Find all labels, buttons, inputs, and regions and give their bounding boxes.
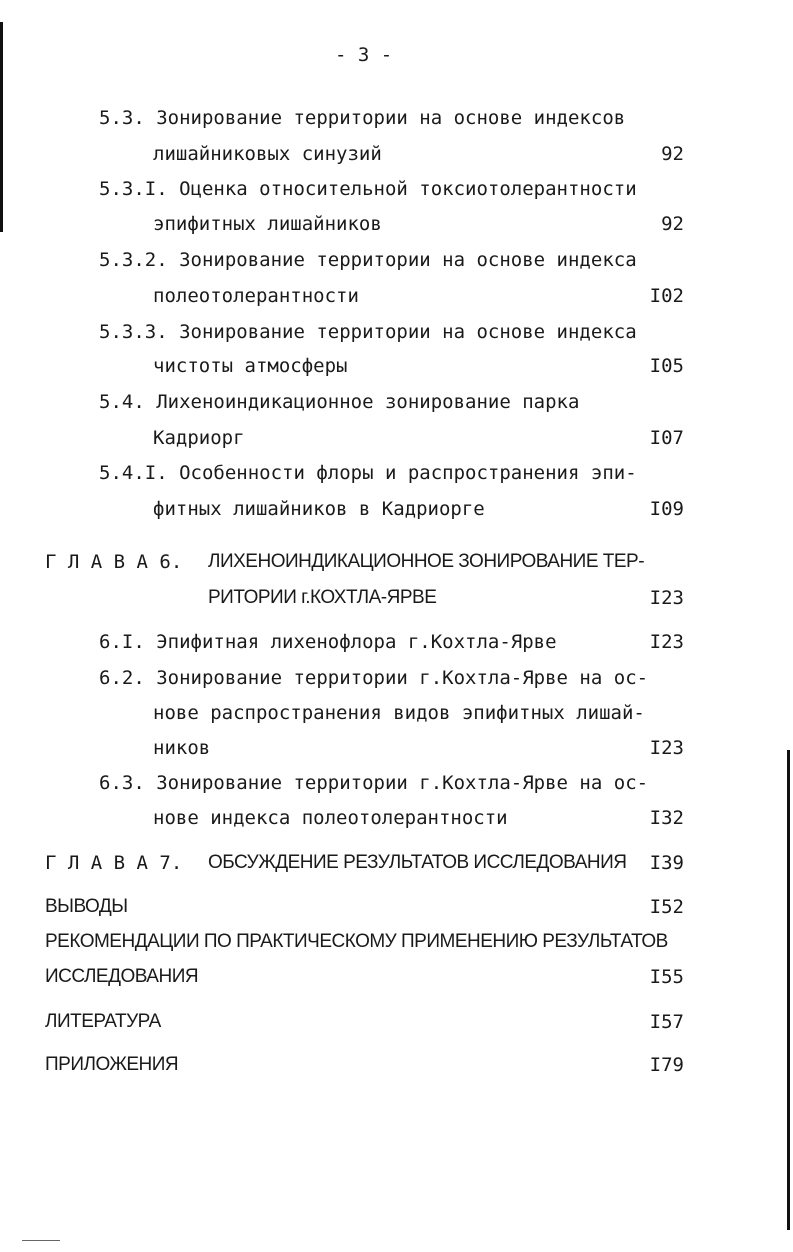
toc-entry-title: 5.4.I. Особенности флоры и распространения эпи- bbox=[99, 462, 637, 484]
toc-entry-page: I07 bbox=[649, 427, 684, 449]
toc-entry-page: I52 bbox=[649, 896, 684, 918]
chapter-label: Г Л А В А 7. bbox=[45, 852, 183, 874]
toc-entry-page: 92 bbox=[661, 143, 684, 165]
section-title-appendices: ПРИЛОЖЕНИЯ bbox=[45, 1054, 179, 1075]
toc-entry-title: 6.I. Эпифитная лихенофлора г.Кохтла-Ярве bbox=[99, 631, 557, 653]
toc-entry-page: I05 bbox=[649, 355, 684, 377]
right-scan-edge bbox=[787, 750, 790, 1230]
toc-entry-title: 5.3.3. Зонирование территории на основе индекса bbox=[99, 321, 637, 343]
toc-entry-page: I55 bbox=[649, 966, 684, 988]
toc-entry-title: лишайниковых синузий bbox=[153, 143, 382, 165]
toc-entry-title: полеотолерантности bbox=[153, 285, 359, 307]
toc-entry-page: I57 bbox=[649, 1011, 684, 1033]
toc-entry-page: I23 bbox=[649, 587, 684, 609]
toc-entry-title: 6.2. Зонирование территории г.Кохтла-Ярве на ос- bbox=[99, 667, 649, 689]
toc-entry-page: I79 bbox=[649, 1054, 684, 1076]
toc-entry-page: I02 bbox=[649, 285, 684, 307]
toc-entry-page: I23 bbox=[649, 631, 684, 653]
toc-entry-page: I23 bbox=[649, 737, 684, 759]
toc-entry-title: ников bbox=[153, 737, 211, 759]
toc-entry-page: 92 bbox=[661, 213, 684, 235]
section-title-recommendations: РЕКОМЕНДАЦИИ ПО ПРАКТИЧЕСКОМУ ПРИМЕНЕНИЮ РЕЗУЛЬТАТОВ bbox=[45, 931, 668, 952]
toc-entry-title: 5.3. Зонирование территории на основе индексов bbox=[99, 107, 626, 129]
chapter-title: ОБСУЖДЕНИЕ РЕЗУЛЬТАТОВ ИССЛЕДОВАНИЯ bbox=[208, 852, 627, 873]
toc-entry-page: I39 bbox=[649, 852, 684, 874]
toc-entry-title: нове распространения видов эпифитных лишай- bbox=[153, 702, 645, 724]
toc-entry-title: эпифитных лишайников bbox=[153, 213, 382, 235]
toc-entry-title: Кадриорг bbox=[153, 427, 245, 449]
section-title-recommendations: ИССЛЕДОВАНИЯ bbox=[45, 966, 199, 987]
toc-entry-page: I32 bbox=[649, 807, 684, 829]
chapter-title: РИТОРИИ г.КОХТЛА-ЯРВЕ bbox=[208, 587, 437, 608]
toc-entry-title: нове индекса полеотолерантности bbox=[153, 807, 508, 829]
bottom-scan-mark bbox=[22, 1240, 60, 1241]
toc-entry-title: 5.3.2. Зонирование территории на основе индекса bbox=[99, 249, 637, 271]
toc-entry-title: фитных лишайников в Кадриорге bbox=[153, 498, 485, 520]
toc-entry-title: чистоты атмосферы bbox=[153, 355, 348, 377]
left-scan-edge bbox=[0, 22, 3, 232]
chapter-label: Г Л А В А 6. bbox=[45, 551, 183, 573]
chapter-title: ЛИХЕНОИНДИКАЦИОННОЕ ЗОНИРОВАНИЕ ТЕР- bbox=[208, 551, 645, 572]
toc-entry-page: I09 bbox=[649, 498, 684, 520]
toc-entry-title: 6.3. Зонирование территории г.Кохтла-Ярве на ос- bbox=[99, 772, 649, 794]
toc-entry-title: 5.3.I. Оценка относительной токсиотолерантности bbox=[99, 178, 637, 200]
section-title-literature: ЛИТЕРАТУРА bbox=[45, 1011, 161, 1032]
toc-entry-title: 5.4. Лихеноиндикационное зонирование парка bbox=[99, 391, 580, 413]
page-number: - 3 - bbox=[335, 44, 393, 66]
section-title-conclusions: ВЫВОДЫ bbox=[45, 896, 128, 917]
